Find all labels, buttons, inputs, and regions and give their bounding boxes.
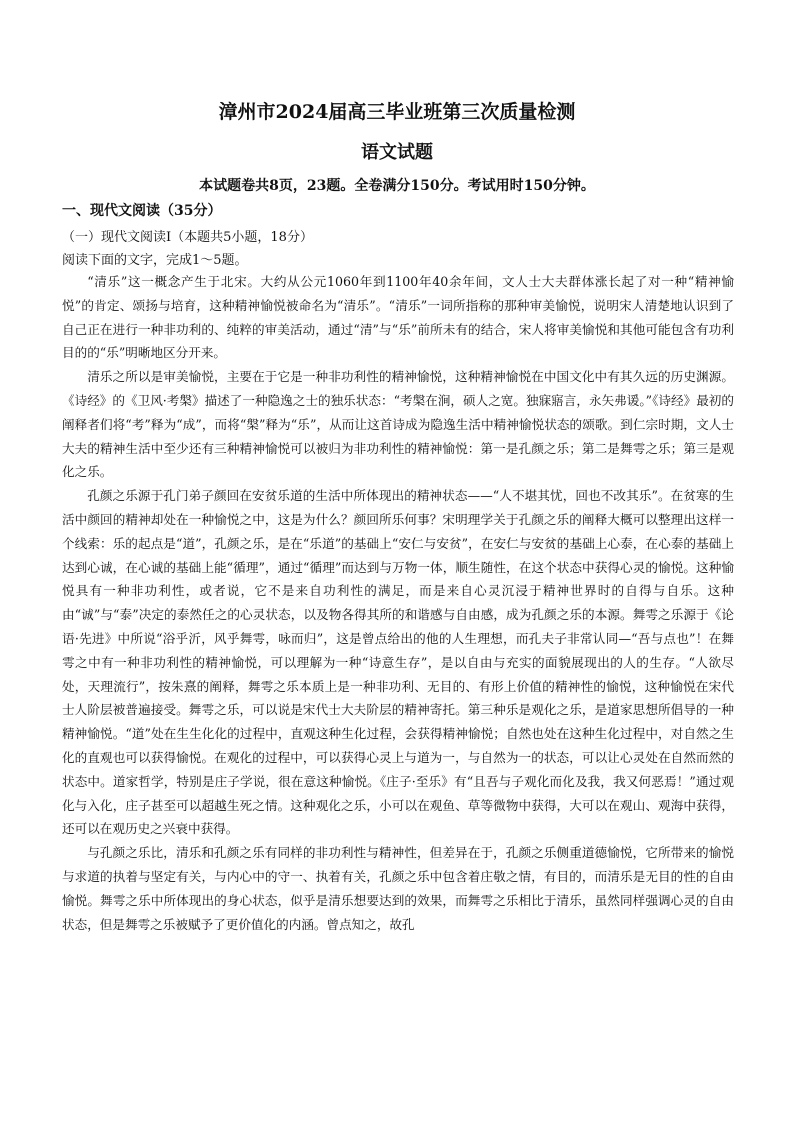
passage-paragraph: 清乐之所以是审美愉悦，主要在于它是一种非功利性的精神愉悦，这种精神愉悦在中国文化中有其久远的历史渊源。《诗经》的《卫风·考槃》描述了一种隐逸之士的独乐状态：“考槃在涧，硕人之宽。独寐寤言，永矢弗谖。”《诗经》最初的阐释者们将“考”释为“成”，而将“槃”释为“乐”，从而让这首诗成为隐逸生活中精神愉悦状态的颂歌。到仁宗时期，文人士大夫的精神生活中至少还有三种精神愉悦可以被归为非功利性的精神愉悦：第一是孔颜之乐；第二是舞雩之乐；第三是观化之乐。: [62, 369, 734, 480]
page-title: 漳州市2024届高三毕业班第三次质量检测: [218, 101, 576, 123]
passage-paragraph: “清乐”这一概念产生于北宋。大约从公元1060年到1100年40余年间，文人士大夫群体涨长起了对一种“精神愉悦”的肯定、颂扬与培育，这种精神愉悦被命名为“清乐”。“清乐”一词所指称的那种审美愉悦，说明宋人清楚地认识到了自己正在进行一种非功利的、纯粹的审美活动，通过“清”与“乐”前所未有的结合，宋人将审美愉悦和其他可能包含有功利目的的“乐”明晰地区分开来。: [62, 274, 734, 361]
passage-paragraph: 与孔颜之乐比，清乐和孔颜之乐有同样的非功利性与精神性，但差异在于，孔颜之乐侧重道德愉悦，它所带来的愉悦与求道的执着与坚定有关，与内心中的守一、执着有关，孔颜之乐中包含着庄敬之情，有目的，而清乐是无目的性的自由愉悦。舞雩之乐中所体现出的身心状态，似乎是清乐想要达到的效果，而舞雩之乐相比于清乐，虽然同样强调心灵的自由状态，但是舞雩之乐被赋予了更价值化的内涵。曾点知之，故孔: [62, 845, 734, 932]
page-subtitle: 语文试题: [361, 142, 433, 163]
subsection-heading: （一）现代文阅读Ⅰ（本题共5小题，18分）: [62, 230, 313, 245]
section-heading: 一、现代文阅读（35分）: [62, 203, 222, 219]
exam-note: 本试题卷共8页，23题。全卷满分150分。考试用时150分钟。: [199, 178, 595, 194]
reading-instruction: 阅读下面的文字，完成1～5题。: [62, 253, 248, 268]
reading-passage: [62, 270, 734, 936]
passage-paragraph: 孔颜之乐源于孔门弟子颜回在安贫乐道的生活中所体现出的精神状态——“人不堪其忧，回也不改其乐”。在贫寒的生活中颜回的精神却处在一种愉悦之中，这是为什么？颜回所乐何事？宋明理学关于孔颜之乐的阐释大概可以整理出这样一个线索：乐的起点是“道”，孔颜之乐，是在“乐道”的基础上“安仁与安贫”，在安仁与安贫的基础上心泰，在心泰的基础上达到心诚，在心诚的基础上能“循理”，通过“循理”而达到与万物一体，顺生随性，在这个状态中获得心灵的愉悦。这种愉悦具有一种非功利性，或者说，它不是来自功利性的满足，而是来自心灵沉浸于精神世界时的自得与自乐。这种由“诚”与“泰”决定的泰然任之的心灵状态，以及物各得其所的和谐感与自由感，成为孔颜之乐的本源。舞雩之乐源于《论语·先进》中所说“浴乎沂，风乎舞雩，咏而归”，这是曾点给出的他的人生理想，而孔夫子非常认同—“吾与点也”！在舞雩之中有一种非功利性的精神愉悦，可以理解为一种“诗意生存”，是以自由与充实的面貌展现出的人的生存。“人欲尽处，天理流行”，按朱熹的阐释，舞雩之乐本质上是一种非功利、无目的、有形上价值的精神性的愉悦，这种愉悦在宋代士人阶层被普遍接受。舞雩之乐，可以说是宋代士大夫阶层的精神寄托。第三种乐是观化之乐，是道家思想所倡导的一种精神愉悦。“道”处在生生化化的过程中，直观这种生化过程，会获得精神愉悦；自然也处在这种生化过程中，对自然之生化的直观也可以获得愉悦。在观化的过程中，可以获得心灵上与道为一，与自然为一的状态，可以让心灵处在自然而然的状态中。道家哲学，特别是庄子学说，很在意这种愉悦。《庄子·至乐》有“且吾与子观化而化及我，我又何恶焉！”通过观化与入化，庄子甚至可以超越生死之情。这种观化之乐，小可以在观鱼、草等微物中获得，大可以在观山、观海中获得，还可以在观历史之兴衰中获得。: [62, 488, 734, 837]
